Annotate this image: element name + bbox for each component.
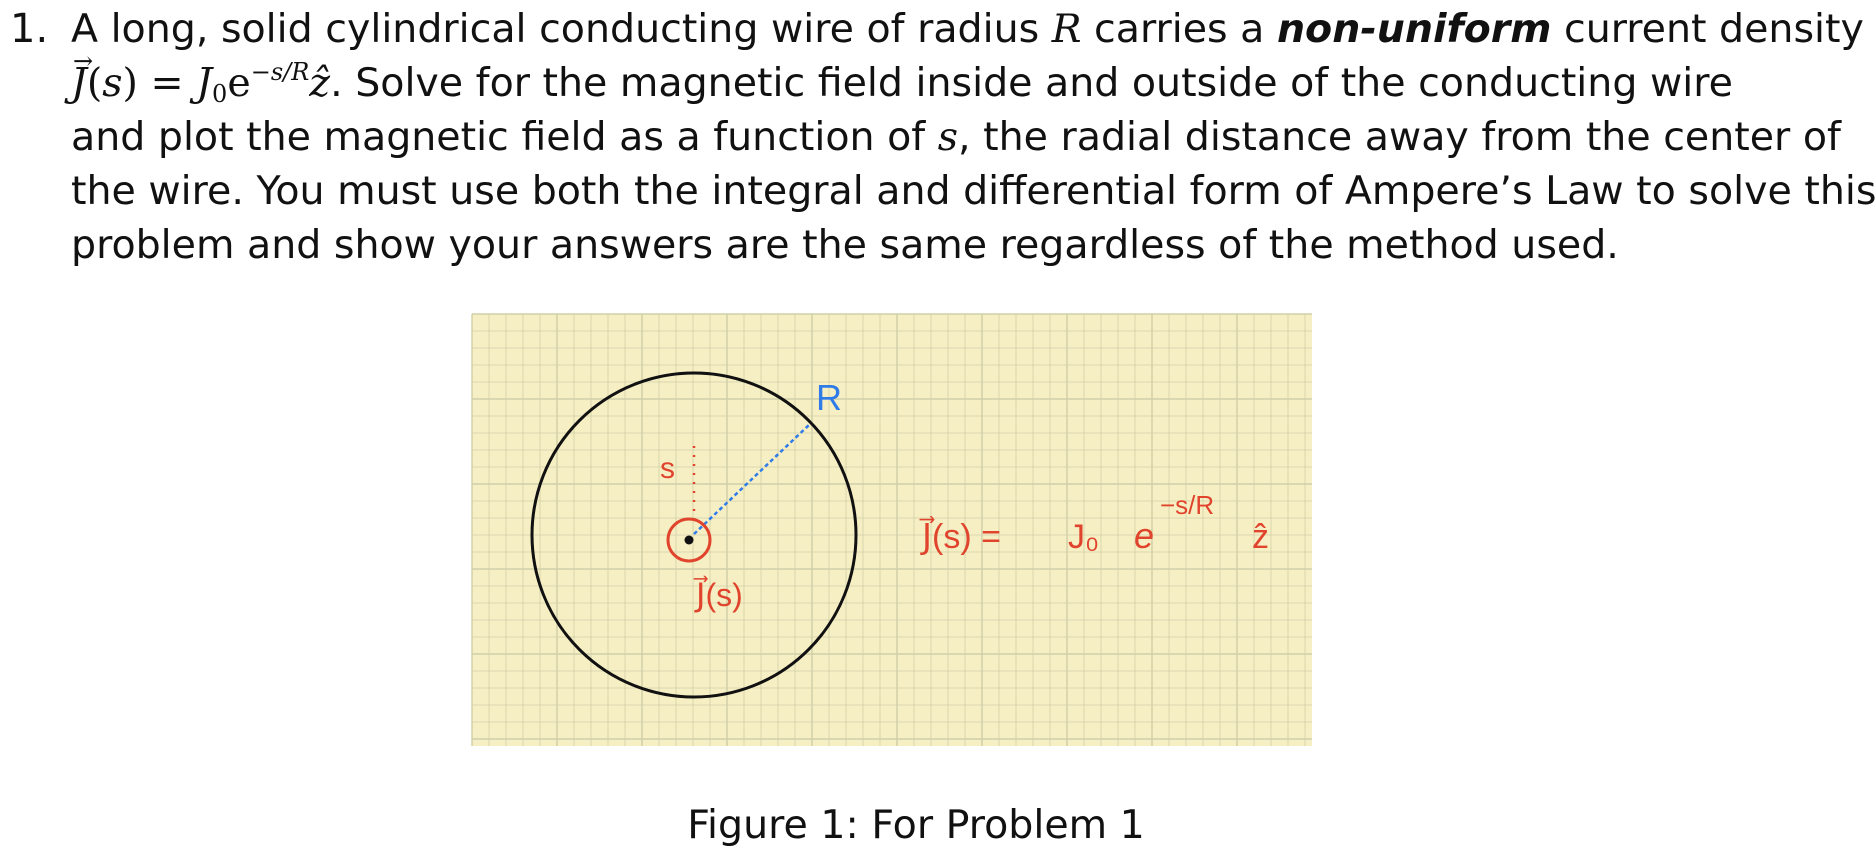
problem-number: 1. — [10, 6, 49, 52]
equation-lhs: J⃗(s) = — [922, 518, 1001, 556]
problem-1 — [10, 2, 1876, 272]
figure-caption: Figure 1: For Problem 1 — [687, 802, 1145, 848]
math-e: e — [227, 60, 251, 106]
text-run: . Solve for the magnetic field inside and outside of the conducting wire — [330, 60, 1733, 106]
problem-text — [71, 2, 1876, 272]
equation-J0: J₀ — [1068, 518, 1100, 556]
text-run: and plot the magnetic field as a function of — [71, 114, 938, 160]
math-J-vector: → J — [71, 56, 87, 110]
math-paren: ( — [86, 60, 103, 106]
math-s: s — [937, 114, 959, 160]
math-z-hat: ẑ — [309, 60, 331, 106]
problem-line-4: the wire. You must use both the integral and differential form of Ampere’s Law to solve this — [71, 168, 1876, 214]
radius-label: R — [816, 377, 842, 418]
text-run: current density — [1551, 6, 1864, 52]
current-density-formula — [71, 60, 330, 106]
problem-line-3 — [71, 110, 1841, 164]
problem-line-2 — [71, 56, 1825, 110]
figure-1 — [472, 314, 1312, 746]
math-subscript: 0 — [212, 80, 228, 108]
math-exponent: −s/R — [250, 58, 310, 86]
text-run: , the radial distance away from the center of — [958, 114, 1841, 160]
current-dot-icon — [685, 536, 694, 545]
figure-drawing — [472, 314, 1312, 746]
math-s: s — [102, 60, 123, 106]
problem-line-1 — [71, 2, 1864, 56]
equation-z-hat: ẑ — [1252, 518, 1269, 556]
current-density-label: J⃗(s) — [696, 577, 743, 613]
emphasis-text: non-uniform — [1276, 6, 1552, 52]
math-paren: ) — [122, 60, 138, 106]
text-run: carries a — [1081, 6, 1277, 52]
equation-e: e — [1134, 515, 1155, 556]
s-label: s — [660, 452, 675, 485]
math-J0: J — [196, 60, 213, 106]
text-run: A long, solid cylindrical conducting wire of radius — [71, 6, 1052, 52]
math-R: R — [1051, 6, 1082, 52]
problem-line-5: problem and show your answers are the same regardless of the method used. — [71, 222, 1619, 268]
math-equals: = — [137, 60, 197, 106]
equation-exponent: −s/R — [1160, 490, 1215, 520]
